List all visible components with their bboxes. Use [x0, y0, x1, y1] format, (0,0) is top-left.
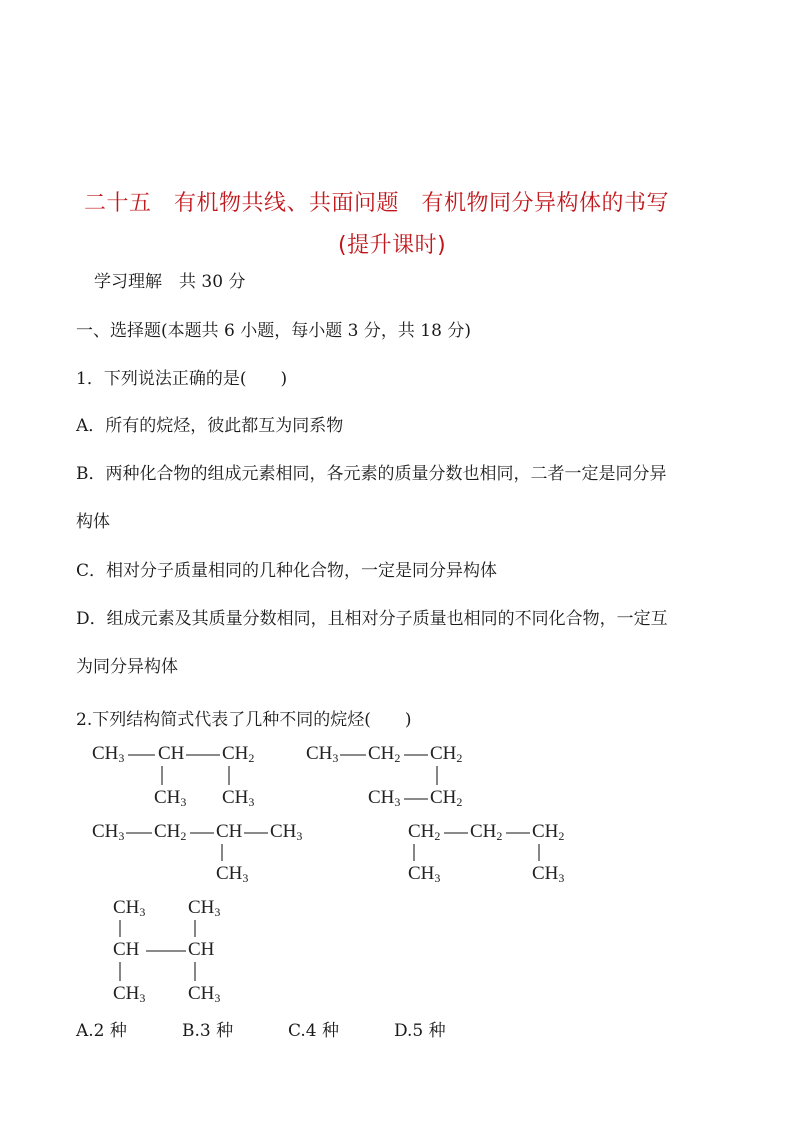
structure-2-ch2-bottom: $CH_2$	[430, 787, 463, 809]
structure-1-ch2: $CH_2$	[222, 743, 255, 765]
page-title: 二十五 有机物共线、共面问题 有机物同分异构体的书写	[84, 191, 670, 216]
structure-2-ch2b: $CH_2$	[430, 743, 463, 765]
structure-4-branch1: $CH_3$	[408, 863, 441, 885]
structure-5-ch1: CH	[113, 939, 140, 960]
structure-3-ch2: $CH_2$	[154, 821, 187, 843]
structure-5-top2: $CH_3$	[188, 897, 221, 919]
structure-3-ch3: $CH_3$	[92, 821, 125, 843]
question-2-option-b: B.3 种	[182, 1021, 234, 1041]
structure-4-ch2c: $CH_2$	[532, 821, 565, 843]
structure-5-bottom1: $CH_3$	[113, 983, 146, 1005]
question-1-option-d-line1: D．组成元素及其质量分数相同，且相对分子质量也相同的不同化合物，一定互	[76, 609, 668, 629]
page-subtitle: (提升课时)	[338, 233, 447, 258]
structure-1-top: $CH_3$	[92, 743, 125, 765]
structure-1-branch1: $CH_3$	[154, 787, 187, 809]
question-1-option-b-line1: B．两种化合物的组成元素相同，各元素的质量分数也相同，二者一定是同分异	[76, 464, 667, 484]
structure-2-ch3-bottom: $CH_3$	[368, 787, 401, 809]
structure-3-branch: $CH_3$	[216, 863, 249, 885]
section-header: 学习理解 共 30 分	[94, 272, 246, 292]
structure-5-top1: $CH_3$	[113, 897, 146, 919]
question-1-option-a: A．所有的烷烃，彼此都互为同系物	[76, 416, 344, 436]
structure-2-ch3: $CH_3$	[306, 743, 339, 765]
structure-1-branch2: $CH_3$	[222, 787, 255, 809]
structure-3-ch3-end: $CH_3$	[270, 821, 303, 843]
question-2-option-c: C.4 种	[288, 1021, 340, 1041]
structure-2-ch2a: $CH_2$	[368, 743, 401, 765]
question-2-stem: 2.下列结构简式代表了几种不同的烷烃( )	[76, 710, 412, 730]
structure-4-ch2a: $CH_2$	[408, 821, 441, 843]
structure-4-branch2: $CH_3$	[532, 863, 565, 885]
question-2-option-d: D.5 种	[394, 1021, 446, 1041]
question-2-option-a: A.2 种	[76, 1021, 127, 1041]
structure-3-ch: CH	[216, 821, 243, 842]
question-1-option-d-line2: 为同分异构体	[76, 657, 178, 677]
structure-4-ch2b: $CH_2$	[470, 821, 503, 843]
question-1-option-c: C．相对分子质量相同的几种化合物，一定是同分异构体	[76, 561, 498, 581]
structure-1-ch: CH	[158, 743, 185, 764]
structure-5-bottom2: $CH_3$	[188, 983, 221, 1005]
question-1-option-b-line2: 构体	[76, 512, 110, 532]
part-header: 一、选择题(本题共 6 小题，每小题 3 分，共 18 分)	[76, 321, 471, 341]
question-1-stem: 1．下列说法正确的是( )	[76, 369, 288, 389]
structure-5-ch2: CH	[188, 939, 215, 960]
